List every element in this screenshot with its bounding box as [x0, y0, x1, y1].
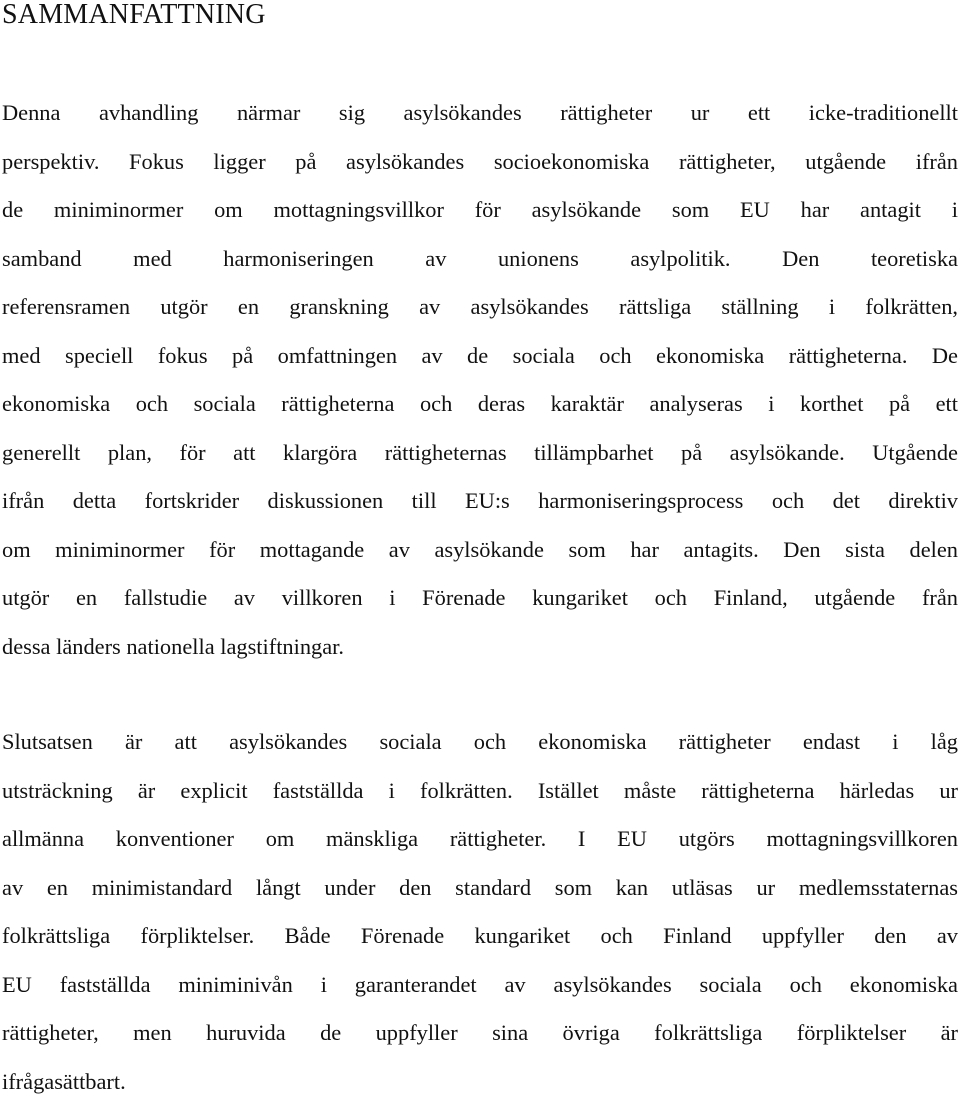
- text-line: om miniminormer för mottagande av asylsökande som har antagits. Den sista delen: [2, 526, 958, 575]
- text-line: utsträckning är explicit fastställda i folkrätten. Istället måste rättigheterna härledas ur: [2, 767, 958, 816]
- text-line: utgör en fallstudie av villkoren i Förenade kungariket och Finland, utgående från: [2, 574, 958, 623]
- text-line: Slutsatsen är att asylsökandes sociala och ekonomiska rättigheter endast i låg: [2, 718, 958, 767]
- paragraph-summary: [2, 89, 958, 671]
- text-line: dessa länders nationella lagstiftningar.: [2, 623, 958, 672]
- section-heading: SAMMANFATTNING: [2, 0, 958, 30]
- text-line: referensramen utgör en granskning av asylsökandes rättsliga ställning i folkrätten,: [2, 283, 958, 332]
- text-line: generellt plan, för att klargöra rättigheternas tillämpbarhet på asylsökande. Utgående: [2, 429, 958, 478]
- text-line: Denna avhandling närmar sig asylsökandes rättigheter ur ett icke-traditionellt: [2, 89, 958, 138]
- text-line: med speciell fokus på omfattningen av de sociala och ekonomiska rättigheterna. De: [2, 332, 958, 381]
- text-line: folkrättsliga förpliktelser. Både Förenade kungariket och Finland uppfyller den av: [2, 912, 958, 961]
- text-line: av en minimistandard långt under den standard som kan utläsas ur medlemsstaternas: [2, 864, 958, 913]
- text-line: allmänna konventioner om mänskliga rättigheter. I EU utgörs mottagningsvillkoren: [2, 815, 958, 864]
- text-line: de miniminormer om mottagningsvillkor för asylsökande som EU har antagit i: [2, 186, 958, 235]
- text-line: EU fastställda miniminivån i garanterandet av asylsökandes sociala och ekonomiska: [2, 961, 958, 1010]
- text-line: ifrån detta fortskrider diskussionen till EU:s harmoniseringsprocess och det direktiv: [2, 477, 958, 526]
- text-line: samband med harmoniseringen av unionens asylpolitik. Den teoretiska: [2, 235, 958, 284]
- text-line: rättigheter, men huruvida de uppfyller sina övriga folkrättsliga förpliktelser är: [2, 1009, 958, 1058]
- document-page: [2, 0, 958, 1106]
- text-line: perspektiv. Fokus ligger på asylsökandes socioekonomiska rättigheter, utgående ifrån: [2, 138, 958, 187]
- text-line: ifrågasättbart.: [2, 1058, 958, 1106]
- paragraph-conclusion: [2, 718, 958, 1106]
- text-line: ekonomiska och sociala rättigheterna och deras karaktär analyseras i korthet på ett: [2, 380, 958, 429]
